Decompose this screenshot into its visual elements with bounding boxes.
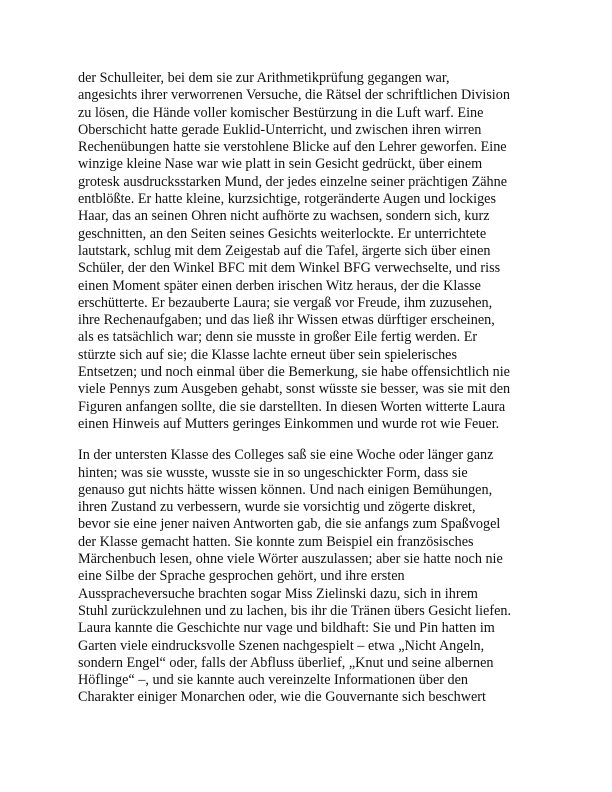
text-line: angesichts ihrer verworrenen Versuche, die Rätsel der schriftlichen Division — [78, 87, 510, 104]
text-line: In der untersten Klasse des Colleges saß sie eine Woche oder länger ganz — [78, 447, 494, 464]
text-line: stürzte sich auf sie; die Klasse lachte erneut über sein spielerisches — [78, 346, 457, 363]
text-line: ihren Zustand zu verbessern, wurde sie vorsichtig und zögerte diskret, — [78, 499, 476, 516]
text-line: als es tatsächlich war; denn sie musste in großer Eile fertig werden. Er — [78, 329, 478, 346]
text-line: winzige kleine Nase war wie platt in sein Gesicht gedrückt, über einem — [78, 156, 483, 173]
text-line: Laura kannte die Geschichte nur vage und bildhaft: Sie und Pin hatten im — [78, 620, 495, 637]
text-line: entblößte. Er hatte kleine, kurzsichtige, rotgeränderte Augen und lockiges — [78, 191, 496, 208]
text-line: Figuren anfangen sollte, die sie darstellten. In diesen Worten witterte Laura — [78, 398, 506, 415]
paragraph-spacer — [78, 433, 540, 447]
page-body — [78, 70, 540, 707]
text-line: Charakter einiger Monarchen oder, wie die Gouvernante sich beschwert — [78, 689, 486, 706]
text-line: der Schulleiter, bei dem sie zur Arithmetikprüfung gegangen war, — [78, 70, 450, 86]
text-line: Garten viele eindrucksvolle Szenen nachgespielt – etwa „Nicht Angeln, — [78, 637, 485, 654]
text-line: lautstark, schlug mit dem Zeigestab auf die Tafel, ärgerte sich über einen — [78, 242, 491, 259]
text-line: ihre Rechenaufgaben; und das ließ ihr Wissen etwas dürftiger erscheinen, — [78, 312, 495, 329]
paragraph-2 — [78, 447, 540, 706]
text-line: sondern Engel“ oder, falls der Abfluss überlief, „Knut und seine albernen — [78, 654, 494, 671]
text-line: Schüler, der den Winkel BFC mit dem Winkel BFG verwechselte, und riss — [78, 260, 501, 277]
text-line: Haar, das an seinen Ohren nicht aufhörte zu wachsen, sondern sich, kurz — [78, 208, 490, 225]
text-line: der Klasse gemacht hatten. Sie konnte zum Beispiel ein französisches — [78, 533, 474, 550]
text-line: Höflinge“ –, und sie kannte auch vereinzelte Informationen über den — [78, 672, 469, 689]
text-line: hinten; was sie wusste, wusste sie in so ungeschickter Form, dass sie — [78, 464, 468, 481]
text-line: einen Hinweis auf Mutters geringes Einkommen und wurde rot wie Feuer. — [78, 415, 500, 432]
text-line: Entsetzen; und noch einmal über die Bemerkung, sie habe offensichtlich nie — [78, 364, 510, 381]
text-line: einen Moment später einen derben irischen Witz heraus, der die Klasse — [78, 277, 481, 294]
text-line: Märchenbuch lesen, ohne viele Wörter auszulassen; aber sie hatte noch nie — [78, 551, 503, 568]
text-line: bevor sie eine jener naiven Antworten gab, die sie anfangs zum Spaßvogel — [78, 516, 501, 533]
text-line: Stuhl zurückzulehnen und zu lachen, bis ihr die Tränen übers Gesicht liefen. — [78, 602, 512, 619]
text-line: Rechenübungen hatte sie verstohlene Blicke auf den Lehrer geworfen. Eine — [78, 139, 507, 156]
text-line: genauso gut nichts hätte wissen können. Und nach einigen Bemühungen, — [78, 481, 493, 498]
text-line: viele Pennys zum Ausgeben gehabt, sonst wüsste sie besser, was sie mit den — [78, 381, 511, 398]
text-line: Ausspracheversuche brachten sogar Miss Zielinski dazu, sich in ihrem — [78, 585, 478, 602]
text-line: grotesk ausdrucksstarken Mund, der jedes einzelne seiner prächtigen Zähne — [78, 173, 508, 190]
text-line: eine Silbe der Sprache gesprochen gehört, und ihre ersten — [78, 568, 405, 585]
text-line: Oberschicht hatte gerade Euklid-Unterricht, und zwischen ihren wirren — [78, 121, 482, 138]
paragraph-1 — [78, 70, 540, 433]
text-line: erschütterte. Er bezauberte Laura; sie vergaß vor Freude, ihm zuzusehen, — [78, 294, 493, 311]
text-line: geschnitten, an den Seiten seines Gesichts weiterlockte. Er unterrichtete — [78, 225, 487, 242]
text-line: zu lösen, die Hände voller komischer Bestürzung in die Luft warf. Eine — [78, 104, 484, 121]
